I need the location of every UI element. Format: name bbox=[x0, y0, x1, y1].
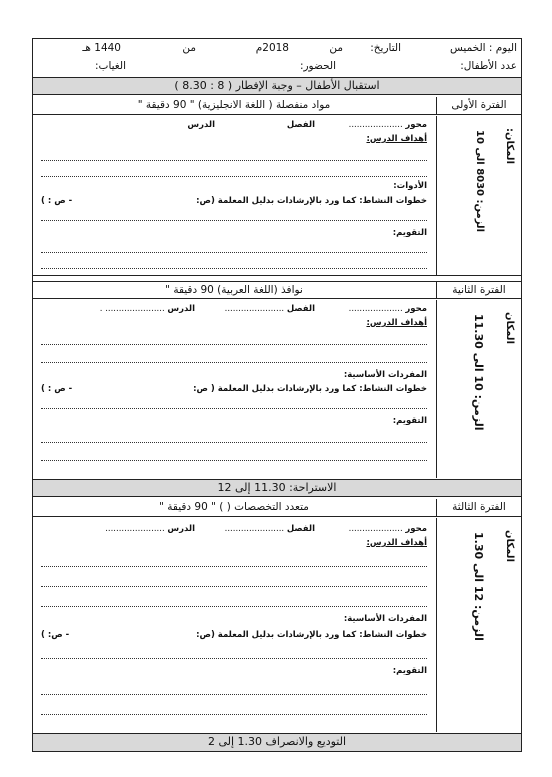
axis-label: محور bbox=[405, 524, 427, 534]
lesson-label: الدرس bbox=[167, 304, 195, 314]
absence-label: الغياب: bbox=[95, 60, 126, 72]
tools-label: الأدوات: bbox=[393, 181, 427, 191]
period3-subject: متعدد التخصصات ( ) " 90 دقيقة " bbox=[159, 501, 309, 513]
day-label: اليوم : الخميس bbox=[450, 42, 517, 54]
period2-place: المكان bbox=[504, 312, 515, 344]
goals-label: أهداف الدرس: bbox=[366, 538, 427, 548]
period3-title-row bbox=[33, 499, 521, 517]
period3-body bbox=[33, 518, 521, 732]
axis-label: محور bbox=[405, 120, 427, 130]
period2-content: محور .................... الفصل ...................... الدرس ...................... . أهداف الدرس: المفردات الأساسية: خطوات النشاط: كما ورد بالإرشادات بدليل المعلمة ( ص: - ص : ) التقويم: bbox=[33, 300, 435, 478]
period3-side bbox=[436, 518, 521, 732]
goals-label: أهداف الدرس: bbox=[366, 134, 427, 144]
chapter-label: الفصل bbox=[286, 304, 315, 314]
period1-time: الزمن: 8030 الى 10 bbox=[474, 130, 485, 233]
period2-title: الفترة الثانية bbox=[436, 282, 521, 298]
gregorian-year: 2018م bbox=[255, 42, 289, 54]
hijri-year: 1440 هـ bbox=[82, 42, 121, 54]
date-label: التاريخ: bbox=[370, 42, 401, 54]
period1-title-row bbox=[33, 97, 521, 115]
period3-place: المكان bbox=[504, 530, 515, 562]
header bbox=[33, 39, 521, 77]
lesson-label: الدرس bbox=[187, 120, 215, 130]
steps-tail: - ص : ) bbox=[41, 384, 73, 394]
attendance-label: الحضور: bbox=[299, 60, 336, 72]
vocab-label: المفردات الأساسية: bbox=[343, 614, 427, 624]
period3-title: الفترة الثالثة bbox=[436, 499, 521, 516]
period3-content: محور .................... الفصل ...................... الدرس ...................... أهداف الدرس: المفردات الأساسية: خطوات النشاط: كما ورد بالإرشادات بدليل المعلمة (ص: - ص: ) التقويم: bbox=[33, 518, 435, 732]
steps-label: خطوات النشاط: كما ورد بالإرشادات بدليل المعلمة (ص: bbox=[196, 630, 427, 640]
from-label-1: من bbox=[329, 42, 343, 54]
evaluation-label: التقويم: bbox=[392, 416, 427, 426]
period1-subject: مواد منفصلة ( اللغة الانجليزية) " 90 دقيقة " bbox=[137, 99, 331, 111]
evaluation-label: التقويم: bbox=[392, 228, 427, 238]
period2-time: الزمن: 10 الى 11.30 bbox=[472, 314, 485, 431]
period1-content: محور .................... الفصل الدرس أهداف الدرس: الأدوات: خطوات النشاط: كما ورد بالإرشادات بدليل المعلمة (ص: - ص : ) التقويم: bbox=[33, 116, 435, 275]
period2-subject: نوافذ (اللغة العربية) 90 دقيقة " bbox=[165, 284, 303, 296]
period1-side bbox=[436, 116, 521, 275]
goals-label: أهداف الدرس: bbox=[366, 318, 427, 328]
period2-title-row bbox=[33, 281, 521, 299]
period1-body bbox=[33, 116, 521, 276]
vocab-label: المفردات الأساسية: bbox=[343, 370, 427, 380]
steps-tail: - ص : ) bbox=[41, 196, 73, 206]
farewell-band: التوديع والانصراف 1.30 إلى 2 bbox=[33, 733, 521, 751]
period2-body bbox=[33, 300, 521, 478]
chapter-label: الفصل bbox=[286, 120, 315, 130]
period1-title: الفترة الأولى bbox=[436, 97, 521, 114]
break-band: الاستراحة: 11.30 إلى 12 bbox=[33, 479, 521, 497]
lesson-plan-sheet bbox=[32, 38, 522, 752]
steps-tail: - ص: ) bbox=[41, 630, 70, 640]
period2-side bbox=[436, 300, 521, 478]
children-count-label: عدد الأطفال: bbox=[460, 60, 517, 72]
from-label-2: من bbox=[182, 42, 196, 54]
chapter-label: الفصل bbox=[286, 524, 315, 534]
axis-label: محور bbox=[405, 304, 427, 314]
period1-place: المكان: bbox=[504, 128, 515, 164]
steps-label: خطوات النشاط: كما ورد بالإرشادات بدليل المعلمة (ص: bbox=[196, 196, 427, 206]
evaluation-label: التقويم: bbox=[392, 666, 427, 676]
lesson-label: الدرس bbox=[167, 524, 195, 534]
steps-label: خطوات النشاط: كما ورد بالإرشادات بدليل المعلمة ( ص: bbox=[193, 384, 427, 394]
period3-time: الزمن: 12 الى 1.30 bbox=[472, 532, 485, 641]
reception-band: استقبال الأطفال – وجبة الإفطار ( 8 : 8.30 ) bbox=[33, 77, 521, 95]
